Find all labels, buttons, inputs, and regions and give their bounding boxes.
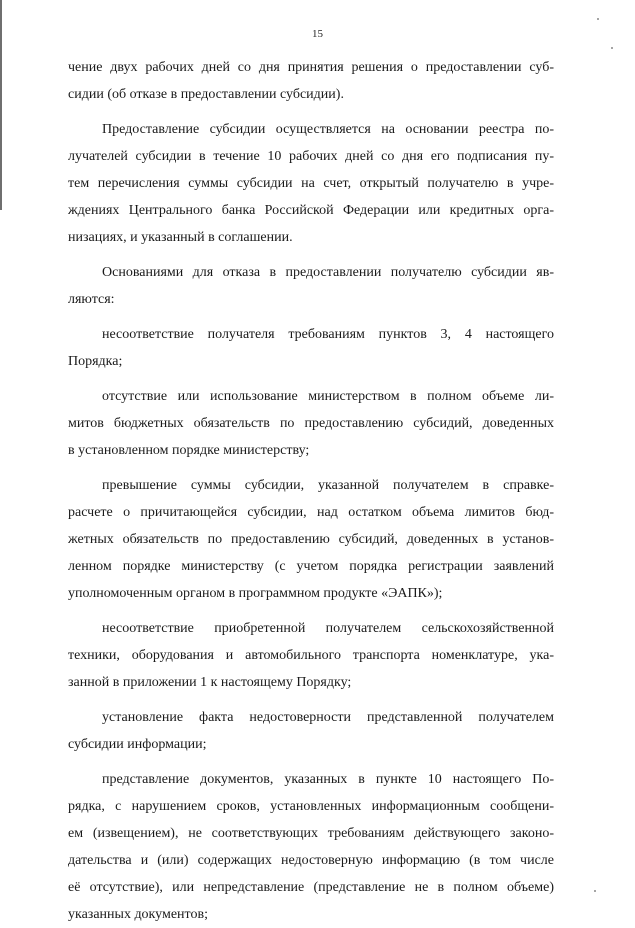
paragraph: [68, 54, 554, 108]
text-line: отсутствие или использование министерством в полном объеме ли-: [102, 389, 554, 404]
paragraph: [68, 259, 554, 313]
text-line: несоответствие получателя требованиям пунктов 3, 4 настоящего: [102, 327, 554, 342]
text-line: указанных документов;: [68, 907, 208, 922]
text-line: ждениях Центрального банка Российской Федерации или кредитных орга-: [68, 203, 554, 218]
paragraph: [68, 321, 554, 375]
text-line: лучателей субсидии в течение 10 рабочих дней со дня его подписания пу-: [68, 149, 554, 164]
text-line: низациях, и указанный в соглашении.: [68, 230, 293, 245]
paragraph: [68, 615, 554, 696]
text-line: Порядка;: [68, 354, 123, 369]
paragraph: [68, 766, 554, 928]
text-line: её отсутствие), или непредставление (представление не в полном объеме): [68, 880, 554, 895]
text-line: рядка, с нарушением сроков, установленных информационным сообщени-: [68, 799, 554, 814]
text-line: Предоставление субсидии осуществляется на основании реестра по-: [102, 122, 554, 137]
text-line: жетных обязательств по предоставлению субсидий, доведенных в установ-: [68, 532, 554, 547]
text-line: в установленном порядке министерству;: [68, 443, 310, 458]
text-line: ляются:: [68, 292, 115, 307]
scan-speck: [611, 47, 613, 49]
text-line: расчете о причитающейся субсидии, над остатком объема лимитов бюд-: [68, 505, 554, 520]
text-line: ем (извещением), не соответствующих требованиям действующего законо-: [68, 826, 554, 841]
text-line: тем перечисления суммы субсидии на счет, открытый получателю в учре-: [68, 176, 554, 191]
paragraph: [68, 472, 554, 607]
text-line: субсидии информации;: [68, 737, 207, 752]
text-line: техники, оборудования и автомобильного транспорта номенклатуре, ука-: [68, 648, 554, 663]
scan-speck: [597, 18, 599, 20]
text-line: занной в приложении 1 к настоящему Порядку;: [68, 675, 352, 690]
text-line: ленном порядке министерству (с учетом порядка регистрации заявлений: [68, 559, 554, 574]
text-line: уполномоченным органом в программном продукте «ЭАПК»);: [68, 586, 443, 601]
text-line: несоответствие приобретенной получателем сельскохозяйственной: [102, 621, 554, 636]
text-line: чение двух рабочих дней со дня принятия решения о предоставлении суб-: [68, 60, 554, 75]
scan-speck: [594, 890, 596, 892]
text-line: сидии (об отказе в предоставлении субсидии).: [68, 87, 344, 102]
text-line: установление факта недостоверности представленной получателем: [102, 710, 554, 725]
text-line: представление документов, указанных в пункте 10 настоящего По-: [102, 772, 554, 787]
text-line: превышение суммы субсидии, указанной получателем в справке-: [102, 478, 554, 493]
paragraph: [68, 704, 554, 758]
text-line: дательства и (или) содержащих недостоверную информацию (в том числе: [68, 853, 554, 868]
text-line: Основаниями для отказа в предоставлении получателю субсидии яв-: [102, 265, 554, 280]
body-text: [68, 54, 554, 928]
paragraph: [68, 116, 554, 251]
page-number: 15: [312, 28, 323, 40]
text-line: митов бюджетных обязательств по предоставлению субсидий, доведенных: [68, 416, 554, 431]
paragraph: [68, 383, 554, 464]
